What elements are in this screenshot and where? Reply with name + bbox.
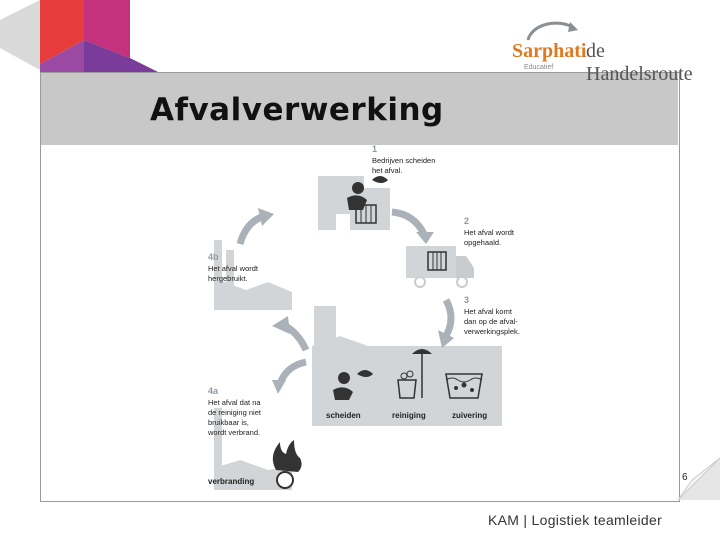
arrow-step1-to-2-icon — [392, 212, 434, 244]
burn-label: verbranding — [208, 477, 255, 486]
step-4a-line-2: de reiniging niet — [208, 408, 261, 417]
footer-text: KAM | Logistiek teamleider — [488, 512, 663, 528]
step-2-line-1: Het afval wordt — [464, 228, 515, 237]
garbage-truck-icon — [406, 246, 474, 287]
step-4a-line-4: wordt verbrand. — [208, 428, 261, 437]
logo-name: de Handelsroute — [586, 40, 693, 85]
step-4b-number: 4b — [208, 252, 219, 262]
logo-brand: Sarphati — [512, 40, 587, 62]
step-2-line-2: opgehaald. — [464, 238, 502, 247]
step-2-label — [464, 216, 515, 247]
step-4b-line-1: Het afval wordt — [208, 264, 259, 273]
step-4b-line-2: hergebruikt. — [208, 274, 248, 283]
step-1-line-1: Bedrijven scheiden — [372, 156, 436, 165]
step-1-line-2: het afval. — [372, 166, 403, 175]
arrow-to-4b-icon — [272, 316, 306, 350]
process-label-zuivering: zuivering — [452, 411, 488, 420]
fire-icon — [273, 440, 302, 488]
page-curl-decoration — [652, 440, 720, 500]
arrow-to-4a-icon — [272, 362, 306, 394]
arrow-step2-to-3-icon — [438, 300, 454, 348]
step-3-line-3: verwerkingsplek. — [464, 327, 520, 336]
process-label-reiniging: reiniging — [392, 411, 426, 420]
step-3-line-2: dan op de afval- — [464, 317, 518, 326]
process-label-scheiden: scheiden — [326, 411, 361, 420]
step-1-label — [372, 144, 435, 175]
step-4a-label — [207, 386, 262, 437]
step-4a-line-3: bruikbaar is, — [208, 418, 249, 427]
logo-subtitle: Educatief — [524, 64, 554, 71]
step-4a-number: 4a — [208, 386, 219, 396]
step-3-line-1: Het afval komt — [464, 307, 512, 316]
step-4a-line-1: Het afval dat na — [208, 398, 261, 407]
arrow-4b-to-1-icon — [240, 208, 274, 244]
step-3-label — [464, 295, 520, 336]
slide-title: Afvalverwerking — [150, 92, 444, 128]
step-1-number: 1 — [372, 144, 378, 154]
step-2-number: 2 — [464, 216, 470, 226]
page-number: 6 — [682, 472, 688, 483]
step-3-number: 3 — [464, 295, 470, 305]
